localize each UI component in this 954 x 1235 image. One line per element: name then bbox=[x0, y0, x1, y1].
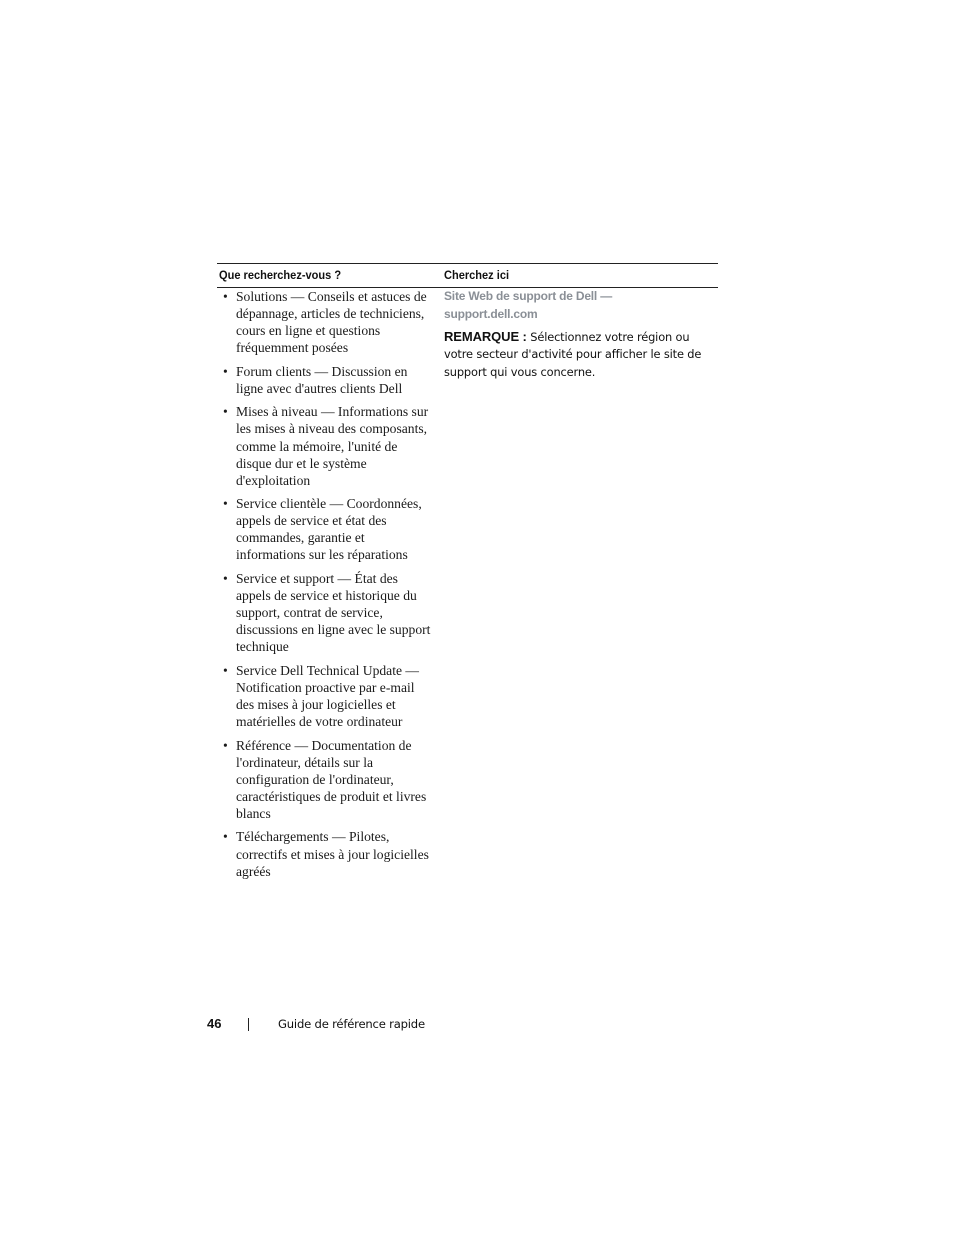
footer-title: Guide de référence rapide bbox=[278, 1017, 425, 1031]
list-item: • Référence — Documentation de l'ordinateur, détails sur la configuration de l'ordinateur, caractéristiques de produit et livres blancs bbox=[223, 737, 427, 821]
list-item: • Solutions — Conseils et astuces de dépannage, articles de techniciens, cours en ligne et questions fréquemment posées bbox=[223, 289, 427, 356]
note-text: Sélectionnez votre région ou votre secteur d'activité pour afficher le site de support qui vous concerne. bbox=[444, 330, 702, 379]
header-question: Que recherchez-vous ? bbox=[219, 268, 342, 282]
list-item: • Téléchargements — Pilotes, correctifs et mises à jour logicielles agréés bbox=[223, 829, 429, 879]
note-label: REMARQUE : bbox=[444, 329, 527, 344]
topics-column bbox=[217, 288, 435, 886]
lookup-table bbox=[217, 263, 718, 879]
list-item: • Mises à niveau — Informations sur les mises à niveau des composants, comme la mémoire, l'unité de disque dur et le système d'exploitation bbox=[223, 404, 429, 488]
list-item: • Service clientèle — Coordonnées, appels de service et état des commandes, garantie et informations sur les réparations bbox=[223, 496, 422, 563]
list-item: • Service et support — État des appels de service et historique du support, contrat de service, discussions en ligne avec le support technique bbox=[223, 570, 431, 655]
list-item: • Service Dell Technical Update — Notification proactive par e-mail des mises à jour logicielles et matérielles de votre ordinateur bbox=[223, 662, 419, 730]
header-where: Cherchez ici bbox=[444, 268, 510, 282]
support-site-url: support.dell.com bbox=[444, 306, 538, 321]
resource-column bbox=[444, 288, 716, 381]
table-header-row bbox=[217, 264, 718, 287]
note-block bbox=[444, 328, 716, 381]
support-site-link[interactable] bbox=[444, 288, 716, 323]
page-number: 46 bbox=[207, 1016, 222, 1031]
support-site-title: Site Web de support de Dell — bbox=[444, 289, 613, 303]
topics-list bbox=[217, 288, 435, 880]
page-footer bbox=[207, 1014, 607, 1034]
footer-separator bbox=[248, 1018, 249, 1031]
list-item: • Forum clients — Discussion en ligne avec d'autres clients Dell bbox=[223, 363, 408, 396]
